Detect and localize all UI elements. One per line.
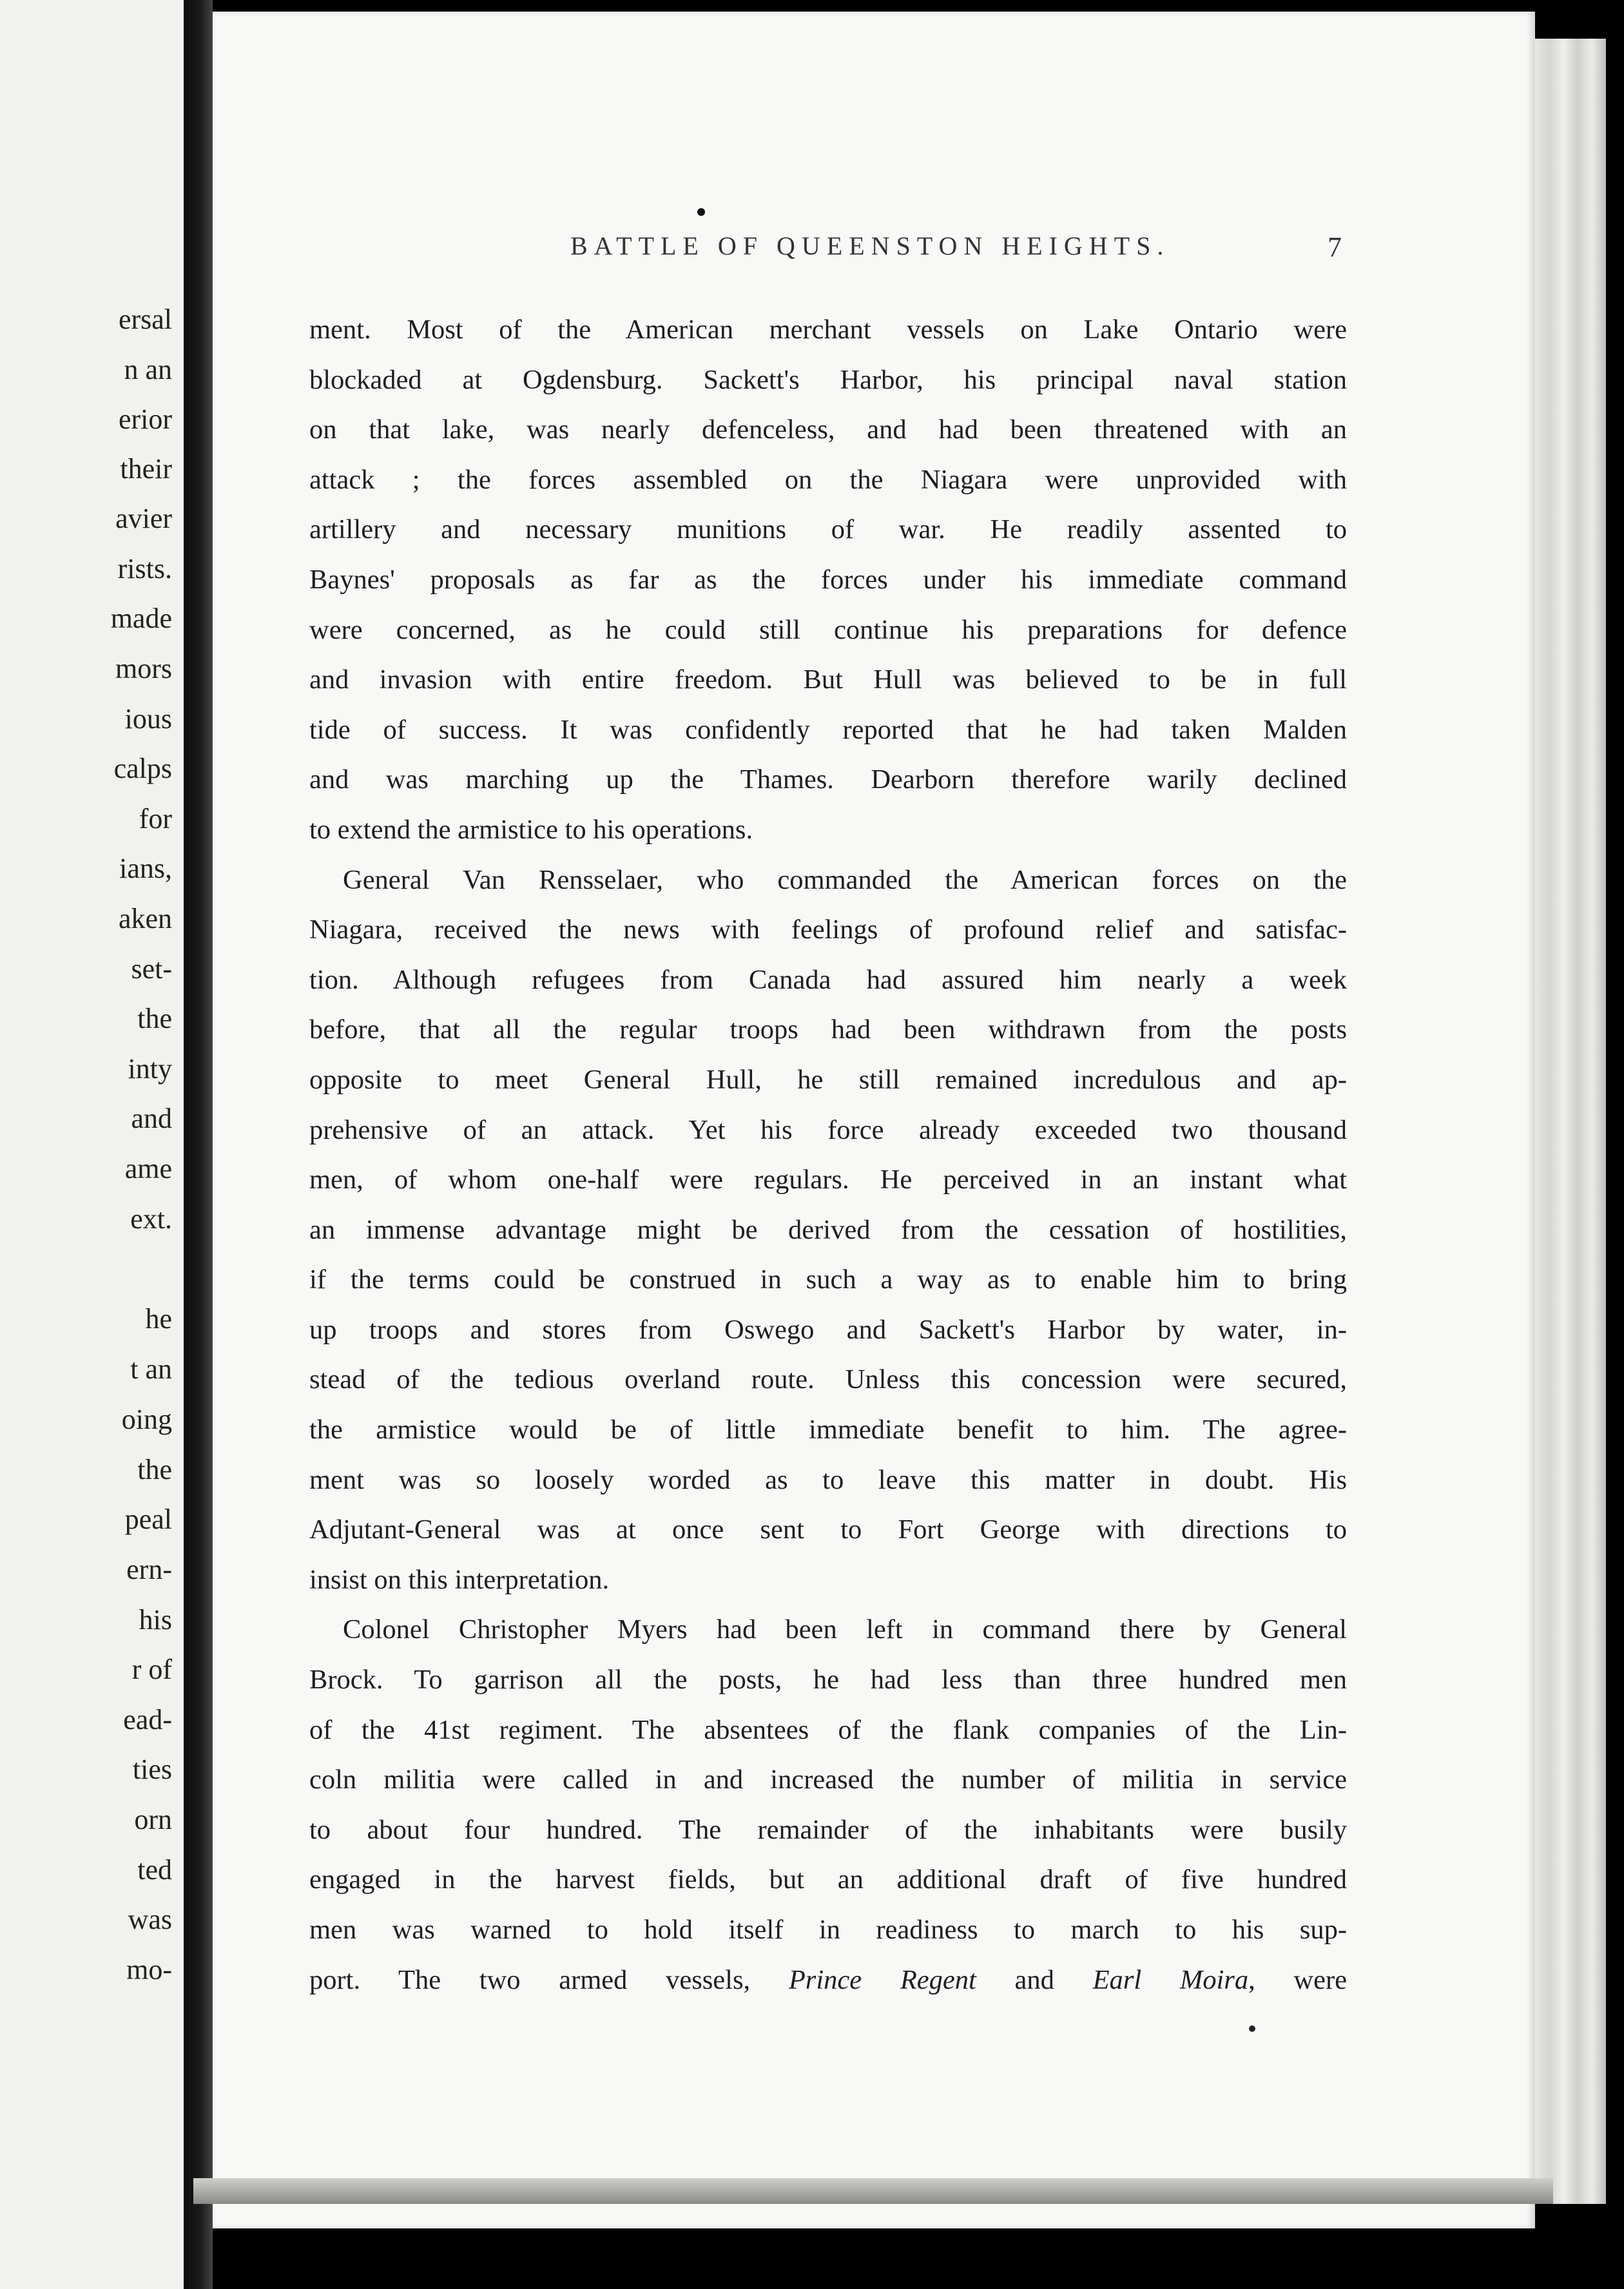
text-line: men, of whom one-half were regulars. He perceived in an instant what [309, 1164, 1347, 1195]
previous-page-text-fragment: mors [115, 653, 172, 684]
body-text [309, 305, 1347, 2005]
text-line: prehensive of an attack. Yet his force already exceeded two thousand [309, 1114, 1347, 1145]
ink-speck [1249, 2025, 1255, 2032]
text-line: Adjutant-General was at once sent to Fort George with directions to [309, 1514, 1347, 1545]
text-line: Niagara, received the news with feelings of profound relief and satisfac- [309, 914, 1347, 945]
previous-page-text-fragment: ians, [119, 853, 172, 884]
page-bottom-edge [193, 2178, 1553, 2204]
page-number: 7 [1328, 231, 1342, 263]
text-line: artillery and necessary munitions of war. He readily assented to [309, 514, 1347, 545]
text-line: to extend the armistice to his operations. [309, 814, 753, 845]
previous-page-text-fragment: ious [124, 703, 172, 735]
text-line: Colonel Christopher Myers had been left in command there by General [343, 1614, 1347, 1645]
previous-page-text-fragment: set- [131, 953, 172, 985]
text-line: ment. Most of the American merchant vessels on Lake Ontario were [309, 314, 1347, 345]
text-line: men was warned to hold itself in readiness to march to his sup- [309, 1915, 1347, 1945]
text-line: Brock. To garrison all the posts, he had less than three hundred men [309, 1665, 1347, 1695]
previous-page-text-fragment: ern- [126, 1554, 172, 1585]
previous-page-text-fragment: for [139, 803, 172, 835]
previous-page-text-fragment: avier [115, 503, 172, 534]
previous-page-text-fragment: ame [124, 1153, 172, 1184]
text-line: if the terms could be construed in such a way as to enable him to bring [309, 1264, 1347, 1295]
previous-page-text-fragment: his [139, 1604, 172, 1636]
text-line: coln militia were called in and increased the number of militia in service [309, 1764, 1347, 1795]
text-line: blockaded at Ogdensburg. Sackett's Harbor, his principal naval station [309, 364, 1347, 395]
text-line: before, that all the regular troops had been withdrawn from the posts [309, 1014, 1347, 1045]
running-title: BATTLE OF QUEENSTON HEIGHTS. [570, 231, 1170, 260]
book-page [213, 12, 1535, 2228]
text-line: port. The two armed vessels, Prince Regent and Earl Moira, were [309, 1964, 1347, 1995]
previous-page-text-fragment: oing [121, 1404, 172, 1435]
text-line: to about four hundred. The remainder of the inhabitants were busily [309, 1814, 1347, 1845]
previous-page-text-fragment: erior [118, 403, 172, 435]
previous-page-text-fragment: ties [132, 1753, 172, 1785]
previous-page-text-fragment: the [137, 1003, 172, 1034]
text-line: stead of the tedious overland route. Unless this concession were secured, [309, 1364, 1347, 1395]
text-line: insist on this interpretation. [309, 1564, 610, 1595]
previous-page-text-fragment: t an [130, 1353, 172, 1385]
previous-page-text-fragment: ead- [123, 1704, 172, 1735]
previous-page-text-fragment: n an [124, 354, 172, 385]
text-line: were concerned, as he could still continue his preparations for defence [309, 614, 1347, 645]
previous-page-text-fragment: ersal [118, 304, 172, 335]
previous-page-text-fragment: the [137, 1454, 172, 1485]
text-line: and was marching up the Thames. Dearborn therefore warily declined [309, 764, 1347, 795]
text-line: an immense advantage might be derived from the cessation of hostilities, [309, 1214, 1347, 1245]
previous-page-text-fragment: was [128, 1904, 172, 1935]
text-line: attack ; the forces assembled on the Niagara were unprovided with [309, 464, 1347, 495]
previous-page-text-fragment: aken [118, 903, 172, 934]
page-stack-edge [1535, 39, 1606, 2204]
previous-page-edge [0, 0, 184, 2289]
previous-page-text-fragment: made [110, 603, 172, 634]
text-line: engaged in the harvest fields, but an additional draft of five hundred [309, 1864, 1347, 1895]
previous-page-text-fragment: peal [124, 1503, 172, 1535]
previous-page-text-fragment: ext. [130, 1203, 172, 1235]
text-line: tide of success. It was confidently reported that he had taken Malden [309, 714, 1347, 745]
text-line: and invasion with entire freedom. But Hull was believed to be in full [309, 664, 1347, 695]
text-line: tion. Although refugees from Canada had assured him nearly a week [309, 964, 1347, 995]
previous-page-text-fragment: calps [113, 753, 172, 784]
previous-page-text-fragment: rists. [117, 553, 172, 584]
text-line: on that lake, was nearly defenceless, and had been threatened with an [309, 414, 1347, 445]
previous-page-text-fragment: and [131, 1103, 172, 1134]
text-line: the armistice would be of little immediate benefit to him. The agree- [309, 1415, 1347, 1445]
previous-page-text-fragment: inty [128, 1053, 172, 1085]
text-line: General Van Rensselaer, who commanded the American forces on the [343, 864, 1347, 895]
previous-page-text-fragment: ted [137, 1854, 172, 1886]
book-gutter [184, 0, 213, 2289]
text-line: up troops and stores from Oswego and Sackett's Harbor by water, in- [309, 1314, 1347, 1345]
ink-mark [697, 208, 705, 216]
previous-page-text-fragment: orn [134, 1804, 172, 1835]
text-line: ment was so loosely worded as to leave this matter in doubt. His [309, 1464, 1347, 1495]
previous-page-text-fragment: he [145, 1303, 172, 1335]
text-line: Baynes' proposals as far as the forces under his immediate command [309, 564, 1347, 595]
previous-page-text-fragment: r of [131, 1654, 172, 1685]
text-line: of the 41st regiment. The absentees of the flank companies of the Lin- [309, 1714, 1347, 1745]
text-line: opposite to meet General Hull, he still remained incredulous and ap- [309, 1064, 1347, 1095]
previous-page-text-fragment: their [120, 453, 172, 485]
previous-page-text-fragment: mo- [126, 1954, 172, 1985]
